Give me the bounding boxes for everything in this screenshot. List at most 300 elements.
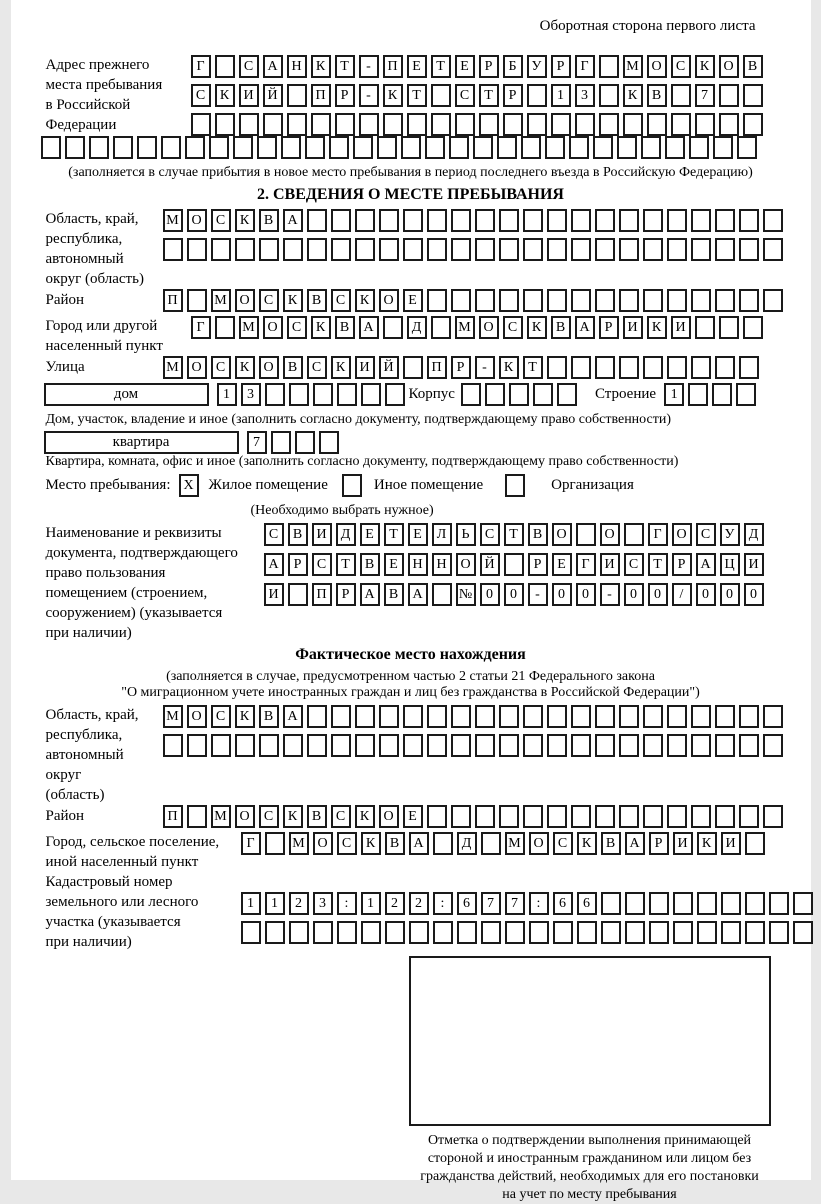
grid-cell[interactable]	[745, 921, 765, 944]
grid-cell[interactable]: В	[283, 356, 303, 379]
grid-cell[interactable]: М	[455, 316, 475, 339]
grid-cell[interactable]: 1	[265, 892, 285, 915]
grid-cell[interactable]: Г	[576, 553, 596, 576]
grid-cell[interactable]	[305, 136, 325, 159]
grid-cell[interactable]	[571, 734, 591, 757]
grid-cell[interactable]	[281, 136, 301, 159]
grid-cell[interactable]	[379, 734, 399, 757]
grid-cell[interactable]: К	[527, 316, 547, 339]
grid-cell[interactable]	[409, 921, 429, 944]
grid-cell[interactable]	[595, 209, 615, 232]
grid-cell[interactable]	[601, 921, 621, 944]
grid-cell[interactable]	[331, 734, 351, 757]
house-type-box[interactable]: дом	[44, 383, 209, 406]
grid-cell[interactable]	[736, 383, 756, 406]
grid-cell[interactable]	[737, 136, 757, 159]
grid-cell[interactable]	[505, 474, 525, 497]
grid-cell[interactable]: К	[647, 316, 667, 339]
grid-cell[interactable]: С	[503, 316, 523, 339]
grid-cell[interactable]	[599, 55, 619, 78]
grid-cell[interactable]: О	[552, 523, 572, 546]
grid-cell[interactable]	[499, 705, 519, 728]
grid-cell[interactable]	[576, 523, 596, 546]
grid-cell[interactable]: К	[283, 289, 303, 312]
grid-cell[interactable]	[763, 805, 783, 828]
grid-cell[interactable]	[355, 209, 375, 232]
grid-cell[interactable]: П	[163, 289, 183, 312]
grid-cell[interactable]	[547, 705, 567, 728]
grid-cell[interactable]	[523, 705, 543, 728]
grid-cell[interactable]	[715, 805, 735, 828]
grid-cell[interactable]	[643, 238, 663, 261]
grid-cell[interactable]	[455, 113, 475, 136]
grid-cell[interactable]	[475, 289, 495, 312]
grid-cell[interactable]	[649, 921, 669, 944]
grid-cell[interactable]: О	[600, 523, 620, 546]
grid-cell[interactable]	[715, 289, 735, 312]
grid-cell[interactable]	[475, 238, 495, 261]
grid-cell[interactable]: Т	[523, 356, 543, 379]
grid-cell[interactable]: В	[259, 705, 279, 728]
grid-cell[interactable]	[403, 705, 423, 728]
grid-cell[interactable]: К	[355, 805, 375, 828]
grid-cell[interactable]	[619, 356, 639, 379]
grid-cell[interactable]	[432, 583, 452, 606]
grid-cell[interactable]	[287, 84, 307, 107]
grid-cell[interactable]: С	[671, 55, 691, 78]
grid-cell[interactable]	[599, 113, 619, 136]
grid-cell[interactable]: Е	[403, 805, 423, 828]
stay-type-checkbox-residential[interactable]	[179, 474, 199, 497]
grid-cell[interactable]: X	[179, 474, 199, 497]
grid-cell[interactable]: С	[259, 289, 279, 312]
grid-cell[interactable]: С	[337, 832, 357, 855]
grid-cell[interactable]: 1	[217, 383, 237, 406]
grid-cell[interactable]	[379, 705, 399, 728]
grid-cell[interactable]: К	[697, 832, 717, 855]
street-row[interactable]	[163, 356, 759, 379]
grid-cell[interactable]	[265, 921, 285, 944]
grid-cell[interactable]	[331, 238, 351, 261]
grid-cell[interactable]: 2	[385, 892, 405, 915]
grid-cell[interactable]	[691, 734, 711, 757]
grid-cell[interactable]	[769, 892, 789, 915]
grid-cell[interactable]	[667, 705, 687, 728]
grid-cell[interactable]: К	[215, 84, 235, 107]
grid-cell[interactable]: И	[623, 316, 643, 339]
grid-cell[interactable]	[793, 892, 813, 915]
grid-cell[interactable]	[763, 734, 783, 757]
grid-cell[interactable]	[353, 136, 373, 159]
grid-cell[interactable]	[355, 705, 375, 728]
grid-cell[interactable]: Й	[480, 553, 500, 576]
grid-cell[interactable]	[271, 431, 291, 454]
grid-cell[interactable]	[407, 113, 427, 136]
grid-cell[interactable]: 0	[576, 583, 596, 606]
grid-cell[interactable]: О	[529, 832, 549, 855]
grid-cell[interactable]: 1	[241, 892, 261, 915]
grid-cell[interactable]: 0	[696, 583, 716, 606]
grid-cell[interactable]: О	[187, 705, 207, 728]
grid-cell[interactable]	[575, 113, 595, 136]
grid-cell[interactable]: Й	[379, 356, 399, 379]
grid-cell[interactable]: О	[379, 289, 399, 312]
grid-cell[interactable]: С	[624, 553, 644, 576]
grid-cell[interactable]: С	[307, 356, 327, 379]
grid-cell[interactable]: 7	[505, 892, 525, 915]
grid-cell[interactable]: М	[239, 316, 259, 339]
grid-cell[interactable]	[187, 734, 207, 757]
grid-cell[interactable]	[283, 238, 303, 261]
grid-cell[interactable]: -	[528, 583, 548, 606]
grid-cell[interactable]	[191, 113, 211, 136]
grid-cell[interactable]	[623, 113, 643, 136]
grid-cell[interactable]: И	[264, 583, 284, 606]
grid-cell[interactable]	[545, 136, 565, 159]
grid-cell[interactable]: О	[235, 289, 255, 312]
grid-cell[interactable]	[311, 113, 331, 136]
grid-cell[interactable]	[743, 316, 763, 339]
grid-cell[interactable]	[643, 734, 663, 757]
grid-cell[interactable]	[527, 113, 547, 136]
grid-cell[interactable]: Р	[335, 84, 355, 107]
grid-cell[interactable]: Т	[504, 523, 524, 546]
grid-cell[interactable]: О	[479, 316, 499, 339]
grid-cell[interactable]: К	[695, 55, 715, 78]
grid-cell[interactable]	[667, 734, 687, 757]
grid-cell[interactable]: Й	[263, 84, 283, 107]
grid-cell[interactable]	[499, 238, 519, 261]
grid-cell[interactable]: Д	[407, 316, 427, 339]
grid-cell[interactable]	[577, 921, 597, 944]
grid-cell[interactable]	[739, 805, 759, 828]
document-row-2[interactable]	[264, 553, 764, 576]
grid-cell[interactable]	[715, 734, 735, 757]
grid-cell[interactable]: С	[312, 553, 332, 576]
grid-cell[interactable]	[625, 892, 645, 915]
grid-cell[interactable]	[553, 921, 573, 944]
grid-cell[interactable]	[551, 113, 571, 136]
grid-cell[interactable]: К	[577, 832, 597, 855]
grid-cell[interactable]: М	[211, 805, 231, 828]
grid-cell[interactable]	[743, 113, 763, 136]
grid-cell[interactable]	[547, 238, 567, 261]
grid-cell[interactable]	[547, 805, 567, 828]
grid-cell[interactable]	[211, 238, 231, 261]
grid-cell[interactable]: Б	[503, 55, 523, 78]
grid-cell[interactable]	[715, 356, 735, 379]
grid-cell[interactable]: В	[307, 805, 327, 828]
grid-cell[interactable]	[619, 705, 639, 728]
grid-cell[interactable]: -	[475, 356, 495, 379]
grid-cell[interactable]	[745, 892, 765, 915]
grid-cell[interactable]: 3	[241, 383, 261, 406]
grid-cell[interactable]: В	[743, 55, 763, 78]
grid-cell[interactable]	[283, 734, 303, 757]
grid-cell[interactable]: О	[263, 316, 283, 339]
grid-cell[interactable]	[235, 734, 255, 757]
grid-cell[interactable]	[593, 136, 613, 159]
grid-cell[interactable]	[719, 316, 739, 339]
grid-cell[interactable]: В	[335, 316, 355, 339]
grid-cell[interactable]	[595, 289, 615, 312]
grid-cell[interactable]	[289, 921, 309, 944]
grid-cell[interactable]: Д	[336, 523, 356, 546]
grid-cell[interactable]	[457, 921, 477, 944]
grid-cell[interactable]: Ц	[720, 553, 740, 576]
grid-cell[interactable]	[359, 113, 379, 136]
grid-cell[interactable]: С	[191, 84, 211, 107]
grid-cell[interactable]	[337, 921, 357, 944]
grid-cell[interactable]: К	[235, 356, 255, 379]
grid-cell[interactable]	[379, 209, 399, 232]
grid-cell[interactable]	[625, 921, 645, 944]
grid-cell[interactable]	[691, 356, 711, 379]
grid-cell[interactable]	[547, 289, 567, 312]
actual-region-row-1[interactable]	[163, 705, 783, 728]
grid-cell[interactable]: О	[379, 805, 399, 828]
grid-cell[interactable]	[667, 209, 687, 232]
grid-cell[interactable]	[499, 209, 519, 232]
grid-cell[interactable]: Т	[336, 553, 356, 576]
grid-cell[interactable]	[569, 136, 589, 159]
stroenie-cells[interactable]	[664, 383, 756, 406]
grid-cell[interactable]: С	[211, 356, 231, 379]
cadastre-row-1[interactable]	[241, 892, 813, 915]
grid-cell[interactable]: Г	[241, 832, 261, 855]
grid-cell[interactable]	[461, 383, 481, 406]
stay-type-checkbox-organization[interactable]	[505, 474, 525, 497]
grid-cell[interactable]	[211, 734, 231, 757]
grid-cell[interactable]	[673, 921, 693, 944]
grid-cell[interactable]: 0	[504, 583, 524, 606]
grid-cell[interactable]	[595, 238, 615, 261]
grid-cell[interactable]	[163, 238, 183, 261]
grid-cell[interactable]	[451, 238, 471, 261]
prev-address-row-1[interactable]	[191, 55, 763, 78]
grid-cell[interactable]	[383, 316, 403, 339]
grid-cell[interactable]	[287, 113, 307, 136]
grid-cell[interactable]	[307, 209, 327, 232]
grid-cell[interactable]	[503, 113, 523, 136]
grid-cell[interactable]: С	[455, 84, 475, 107]
grid-cell[interactable]	[523, 289, 543, 312]
grid-cell[interactable]	[527, 84, 547, 107]
grid-cell[interactable]	[427, 805, 447, 828]
grid-cell[interactable]	[481, 832, 501, 855]
grid-cell[interactable]	[667, 238, 687, 261]
city-row[interactable]	[191, 316, 763, 339]
grid-cell[interactable]: М	[623, 55, 643, 78]
grid-cell[interactable]: О	[456, 553, 476, 576]
grid-cell[interactable]: Р	[288, 553, 308, 576]
actual-city-row[interactable]	[241, 832, 765, 855]
grid-cell[interactable]	[643, 805, 663, 828]
grid-cell[interactable]	[337, 383, 357, 406]
grid-cell[interactable]	[695, 113, 715, 136]
grid-cell[interactable]: Ь	[456, 523, 476, 546]
grid-cell[interactable]: №	[456, 583, 476, 606]
grid-cell[interactable]: А	[283, 705, 303, 728]
grid-cell[interactable]	[427, 209, 447, 232]
grid-cell[interactable]	[671, 113, 691, 136]
grid-cell[interactable]	[239, 113, 259, 136]
grid-cell[interactable]	[721, 892, 741, 915]
grid-cell[interactable]	[427, 289, 447, 312]
grid-cell[interactable]	[215, 55, 235, 78]
grid-cell[interactable]	[449, 136, 469, 159]
grid-cell[interactable]: -	[359, 55, 379, 78]
grid-cell[interactable]	[187, 289, 207, 312]
grid-cell[interactable]	[377, 136, 397, 159]
grid-cell[interactable]	[235, 238, 255, 261]
grid-cell[interactable]	[547, 209, 567, 232]
grid-cell[interactable]	[697, 892, 717, 915]
grid-cell[interactable]: И	[744, 553, 764, 576]
grid-cell[interactable]	[721, 921, 741, 944]
grid-cell[interactable]: Т	[648, 553, 668, 576]
grid-cell[interactable]	[643, 209, 663, 232]
grid-cell[interactable]	[571, 289, 591, 312]
grid-cell[interactable]	[41, 136, 61, 159]
grid-cell[interactable]: Е	[403, 289, 423, 312]
grid-cell[interactable]	[451, 734, 471, 757]
grid-cell[interactable]	[187, 238, 207, 261]
grid-cell[interactable]	[209, 136, 229, 159]
grid-cell[interactable]	[427, 734, 447, 757]
grid-cell[interactable]	[523, 734, 543, 757]
grid-cell[interactable]: Г	[191, 316, 211, 339]
grid-cell[interactable]: 3	[313, 892, 333, 915]
grid-cell[interactable]: С	[259, 805, 279, 828]
grid-cell[interactable]: Е	[552, 553, 572, 576]
grid-cell[interactable]	[331, 209, 351, 232]
grid-cell[interactable]	[379, 238, 399, 261]
grid-cell[interactable]	[451, 705, 471, 728]
grid-cell[interactable]: Т	[431, 55, 451, 78]
grid-cell[interactable]: Т	[479, 84, 499, 107]
grid-cell[interactable]: Н	[287, 55, 307, 78]
grid-cell[interactable]: Г	[648, 523, 668, 546]
grid-cell[interactable]: Р	[503, 84, 523, 107]
grid-cell[interactable]	[313, 921, 333, 944]
grid-cell[interactable]: Р	[551, 55, 571, 78]
grid-cell[interactable]	[233, 136, 253, 159]
grid-cell[interactable]	[307, 734, 327, 757]
grid-cell[interactable]	[571, 356, 591, 379]
grid-cell[interactable]: В	[288, 523, 308, 546]
document-row-3[interactable]	[264, 583, 764, 606]
prev-address-row-3[interactable]	[191, 113, 763, 136]
stay-type-checkbox-other[interactable]	[342, 474, 362, 497]
grid-cell[interactable]: В	[384, 583, 404, 606]
grid-cell[interactable]: Р	[528, 553, 548, 576]
grid-cell[interactable]	[619, 209, 639, 232]
grid-cell[interactable]	[739, 734, 759, 757]
grid-cell[interactable]: :	[337, 892, 357, 915]
grid-cell[interactable]: Р	[451, 356, 471, 379]
grid-cell[interactable]	[713, 136, 733, 159]
grid-cell[interactable]	[475, 705, 495, 728]
grid-cell[interactable]	[257, 136, 277, 159]
grid-cell[interactable]	[619, 289, 639, 312]
grid-cell[interactable]	[595, 356, 615, 379]
grid-cell[interactable]	[667, 356, 687, 379]
grid-cell[interactable]	[113, 136, 133, 159]
grid-cell[interactable]: Т	[384, 523, 404, 546]
grid-cell[interactable]: П	[311, 84, 331, 107]
grid-cell[interactable]: 0	[624, 583, 644, 606]
grid-cell[interactable]: О	[187, 356, 207, 379]
grid-cell[interactable]: С	[696, 523, 716, 546]
grid-cell[interactable]: В	[528, 523, 548, 546]
house-number-cells[interactable]	[217, 383, 405, 406]
grid-cell[interactable]	[401, 136, 421, 159]
grid-cell[interactable]: К	[499, 356, 519, 379]
grid-cell[interactable]: К	[235, 705, 255, 728]
grid-cell[interactable]	[355, 238, 375, 261]
grid-cell[interactable]	[624, 523, 644, 546]
grid-cell[interactable]	[335, 113, 355, 136]
grid-cell[interactable]	[763, 705, 783, 728]
grid-cell[interactable]	[763, 209, 783, 232]
grid-cell[interactable]: 0	[552, 583, 572, 606]
grid-cell[interactable]: 7	[695, 84, 715, 107]
grid-cell[interactable]: И	[355, 356, 375, 379]
grid-cell[interactable]	[288, 583, 308, 606]
grid-cell[interactable]	[295, 431, 315, 454]
grid-cell[interactable]: 0	[744, 583, 764, 606]
grid-cell[interactable]	[695, 316, 715, 339]
grid-cell[interactable]: В	[360, 553, 380, 576]
grid-cell[interactable]	[643, 356, 663, 379]
grid-cell[interactable]	[763, 238, 783, 261]
grid-cell[interactable]	[769, 921, 789, 944]
grid-cell[interactable]: /	[672, 583, 692, 606]
grid-cell[interactable]: А	[696, 553, 716, 576]
grid-cell[interactable]	[385, 383, 405, 406]
grid-cell[interactable]	[479, 113, 499, 136]
grid-cell[interactable]	[595, 705, 615, 728]
grid-cell[interactable]: С	[211, 705, 231, 728]
korpus-cells[interactable]	[461, 383, 577, 406]
grid-cell[interactable]	[719, 113, 739, 136]
grid-cell[interactable]: К	[311, 55, 331, 78]
grid-cell[interactable]	[571, 209, 591, 232]
grid-cell[interactable]: И	[671, 316, 691, 339]
prev-address-row-4[interactable]	[41, 136, 811, 159]
grid-cell[interactable]	[505, 921, 525, 944]
grid-cell[interactable]	[431, 84, 451, 107]
grid-cell[interactable]	[263, 113, 283, 136]
grid-cell[interactable]	[289, 383, 309, 406]
grid-cell[interactable]: Г	[191, 55, 211, 78]
apartment-number-cells[interactable]	[247, 431, 339, 454]
grid-cell[interactable]: И	[721, 832, 741, 855]
grid-cell[interactable]: М	[163, 356, 183, 379]
grid-cell[interactable]	[557, 383, 577, 406]
grid-cell[interactable]: В	[647, 84, 667, 107]
grid-cell[interactable]: У	[720, 523, 740, 546]
grid-cell[interactable]: Л	[432, 523, 452, 546]
grid-cell[interactable]	[571, 805, 591, 828]
grid-cell[interactable]	[425, 136, 445, 159]
grid-cell[interactable]: А	[263, 55, 283, 78]
grid-cell[interactable]: С	[211, 209, 231, 232]
grid-cell[interactable]	[523, 238, 543, 261]
grid-cell[interactable]	[715, 209, 735, 232]
grid-cell[interactable]	[739, 289, 759, 312]
